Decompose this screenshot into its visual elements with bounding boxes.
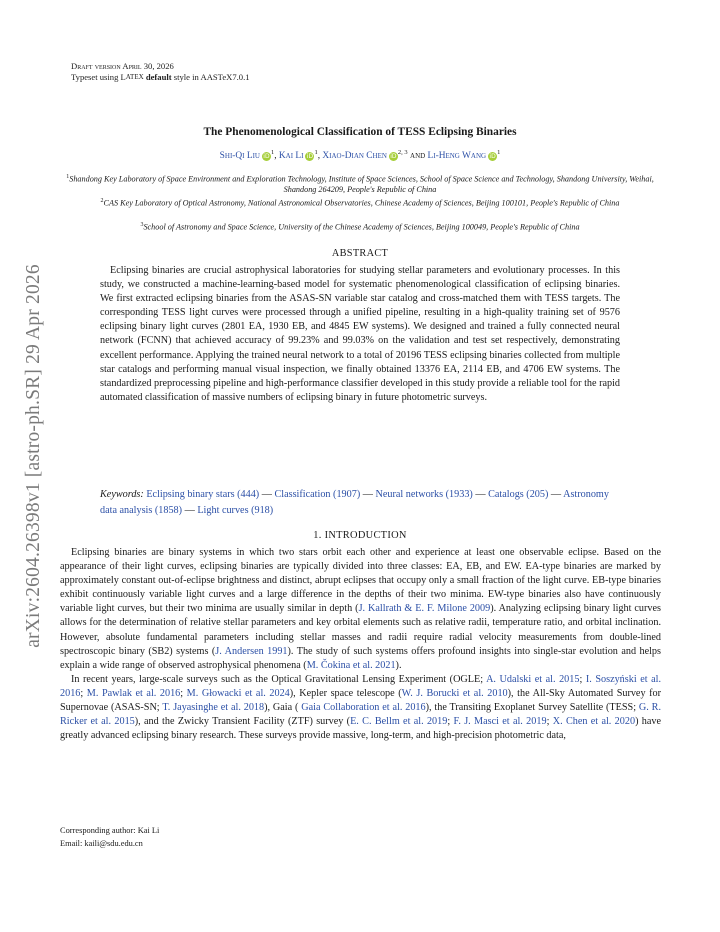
keyword-link[interactable]: Catalogs (205): [488, 489, 549, 500]
orcid-icon[interactable]: iD: [390, 153, 397, 161]
paragraph-text: ;: [447, 716, 454, 728]
author-name[interactable]: Li-Heng Wang: [427, 151, 487, 162]
draft-line: Draft version April 30, 2026: [71, 61, 174, 71]
paragraph-text: Eclipsing binaries are binary systems in which two stars orbit each other and experience at least one observable eclipse. Based on the appearance of their light curves, eclipsing binaries are typically divided into three classes: EA, EB, and EW. EA-type binaries are marked by approximately constant out-of-eclipse brightness and distinct, abrupt eclipses that occupy only a small fraction of the light curve. EB-type binaries exhibit continuously variable light curves and a large difference in the depths of their two minima. EW-type binaries also have continuously variable light curves, but their two minima are usually similar in depth (: [60, 547, 661, 615]
paragraph-text: ;: [546, 716, 553, 728]
intro-body: [60, 546, 661, 743]
section-heading: 1. INTRODUCTION: [313, 530, 407, 541]
paragraph-text: ), Gaia (: [264, 702, 302, 714]
paragraph-text: ;: [80, 687, 87, 699]
author-email: Email: kaili@sdu.edu.cn: [60, 839, 143, 848]
citation-link[interactable]: M. Głowacki et al. 2024: [186, 687, 290, 699]
citation-link[interactable]: X. Chen et al. 2020: [552, 716, 636, 728]
author-affiliation-mark: 1: [497, 149, 501, 156]
paragraph-text: ). The study of such systems offers profound insights into single-star evolution and helps explain a wide range of observed astrophysical phenomena (: [60, 645, 661, 671]
affiliation-number: 1: [66, 174, 70, 180]
citation-link[interactable]: A. Udalski et al. 2015: [486, 673, 580, 685]
keyword-link[interactable]: Eclipsing binary stars (444): [146, 489, 260, 500]
paragraph-text: ;: [180, 687, 187, 699]
author-affiliation-mark: 1: [270, 149, 275, 156]
author-name[interactable]: Shi-Qi Liu: [219, 151, 260, 162]
typeset-line: [71, 72, 250, 83]
corresponding-author: Corresponding author: Kai Li: [60, 826, 160, 835]
keywords: Keywords: Eclipsing binary stars (444) — Classification (1907) — Neural networks (1933) — Catalogs (205) — Astronomy data analysis (1858) — Light curves (918): [100, 489, 609, 516]
affiliation-1: [60, 172, 660, 196]
abstract-text: Eclipsing binaries are crucial astrophysical laboratories for studying stellar parameters and evolutionary processes. In this study, we constructed a machine-learning-based model for systematic phenomenological classification of eclipsing binaries. We first extracted eclipsing binaries from the ASAS-SN variable star catalog and cross-matched them with TESS targets. The corresponding TESS light curves were processed through a unified pipeline, resulting in a high-quality training set of 9576 eclipsing binary light curves (2801 EA, 1930 EB, and 4845 EW systems). We designed and trained a fully connected neural network (FCNN) that achieved accuracy of 99.23% and 99.03% on the validation and test set respectively, demonstrating excellent performance. Applying the trained neural network to a total of 20196 TESS eclipsing binaries collected from multiple star catalogs and performing manual visual inspection, we finally obtained 13376 EA, 2114 EB, and 4706 EW systems. The standardized preprocessing pipeline and high-performance classifier developed in this study provide a reliable tool for the rapid automated classification of massive numbers of eclipsing binary in future photometric surveys.: [100, 265, 620, 403]
author-name[interactable]: Xiao-Dian Chen: [322, 151, 387, 162]
author-separator: and: [407, 151, 428, 162]
paragraph-text: ), and the Zwicky Transient Facility (ZTF) survey (: [134, 716, 351, 728]
page-header: [71, 61, 250, 83]
keyword-link[interactable]: Astronomy data analysis (1858): [100, 489, 609, 516]
citation-link[interactable]: J. Andersen 1991: [215, 645, 288, 657]
orcid-icon[interactable]: iD: [263, 153, 270, 161]
paragraph-text: ;: [579, 673, 586, 685]
intro-paragraph-1: [60, 546, 661, 673]
keyword-link[interactable]: Classification (1907): [274, 489, 361, 500]
citation-link[interactable]: I. Soszyński et al. 2016: [60, 673, 662, 699]
keywords-label: Keywords:: [100, 489, 144, 500]
paragraph-text: ).: [395, 659, 402, 671]
affiliation-text: School of Astronomy and Space Science, University of the Chinese Academy of Sciences, Beijing 100049, People's Republic of China: [143, 222, 580, 232]
author-separator: ,: [317, 151, 323, 162]
author-name[interactable]: Kai Li: [278, 151, 304, 162]
keyword-link[interactable]: Light curves (918): [197, 504, 274, 516]
typeset-suffix: style in AASTeX7.0.1: [171, 72, 250, 82]
paragraph-text: In recent years, large-scale surveys such as the Optical Gravitational Lensing Experiment (OGLE;: [71, 673, 487, 685]
orcid-icon[interactable]: iD: [489, 153, 496, 161]
arxiv-stamp: [12, 236, 56, 676]
paper-title: The Phenomenological Classification of TESS Eclipsing Binaries: [203, 126, 517, 138]
abstract-heading: ABSTRACT: [331, 248, 389, 259]
author-affiliation-mark: 1: [314, 149, 318, 156]
paragraph-text: ), Kepler space telescope (: [289, 687, 402, 699]
keyword-link[interactable]: Neural networks (1933): [375, 489, 473, 500]
affiliation-2: [60, 196, 660, 209]
citation-link[interactable]: Gaia Collaboration et al. 2016: [301, 702, 426, 714]
citation-link[interactable]: W. J. Borucki et al. 2010: [401, 687, 508, 699]
paragraph-text: ) have greatly advanced eclipsing binary research. These surveys provide massive, long-term, and high-precision photometric data,: [60, 716, 662, 742]
citation-link[interactable]: T. Jayasinghe et al. 2018: [162, 702, 265, 714]
affiliation-number: 2: [100, 198, 104, 204]
orcid-icon[interactable]: iD: [306, 153, 314, 161]
affiliation-text: CAS Key Laboratory of Optical Astronomy, National Astronomical Observatories, Chinese Academy of Sciences, Beijing 100101, People's Republic of China: [103, 198, 620, 208]
paragraph-text: ), the All-Sky Automated Survey for Supernovae (ASAS-SN;: [60, 687, 661, 714]
typeset-prefix: Typeset using L: [71, 72, 126, 82]
author-list: [60, 149, 660, 161]
intro-paragraph-2: [60, 673, 661, 743]
citation-link[interactable]: G. R. Ricker et al. 2015: [60, 702, 662, 728]
typeset-default: default: [145, 72, 172, 82]
author-separator: ,: [274, 151, 279, 162]
arxiv-stamp-text: arXiv:2604.26398v1 [astro-ph.SR] 29 Apr 2026: [23, 264, 45, 648]
citation-link[interactable]: M. Pawlak et al. 2016: [86, 687, 181, 699]
typeset-latex: ATEX: [125, 73, 144, 81]
affiliation-3: [60, 220, 660, 233]
citation-link[interactable]: M. Čokina et al. 2021: [306, 659, 396, 671]
paragraph-text: ), the Transiting Exoplanet Survey Satellite (TESS;: [425, 702, 639, 714]
paragraph-text: ). Analyzing eclipsing binary light curves allows for the determination of relative stellar parameters and key orbital elements such as relative radii, temperature ratio, and orbital inclination. However, absolute fundamental parameters including stellar masses and radii require radial velocity measurements from double-lined spectroscopic binary (SB2) systems (: [60, 603, 661, 657]
affiliation-number: 3: [140, 222, 144, 228]
author-affiliation-mark: 2, 3: [397, 149, 408, 156]
citation-link[interactable]: J. Kallrath & E. F. Milone 2009: [358, 603, 491, 615]
affiliation-text: Shandong Key Laboratory of Space Environment and Exploration Technology, Institute of Space Sciences, School of Space Science and Technology, Shandong University, Weihai, Shandong 264209, People's Republic of China: [69, 174, 654, 195]
citation-link[interactable]: E. C. Bellm et al. 2019: [350, 716, 448, 728]
footnote: [60, 824, 159, 850]
citation-link[interactable]: F. J. Masci et al. 2019: [453, 716, 547, 728]
